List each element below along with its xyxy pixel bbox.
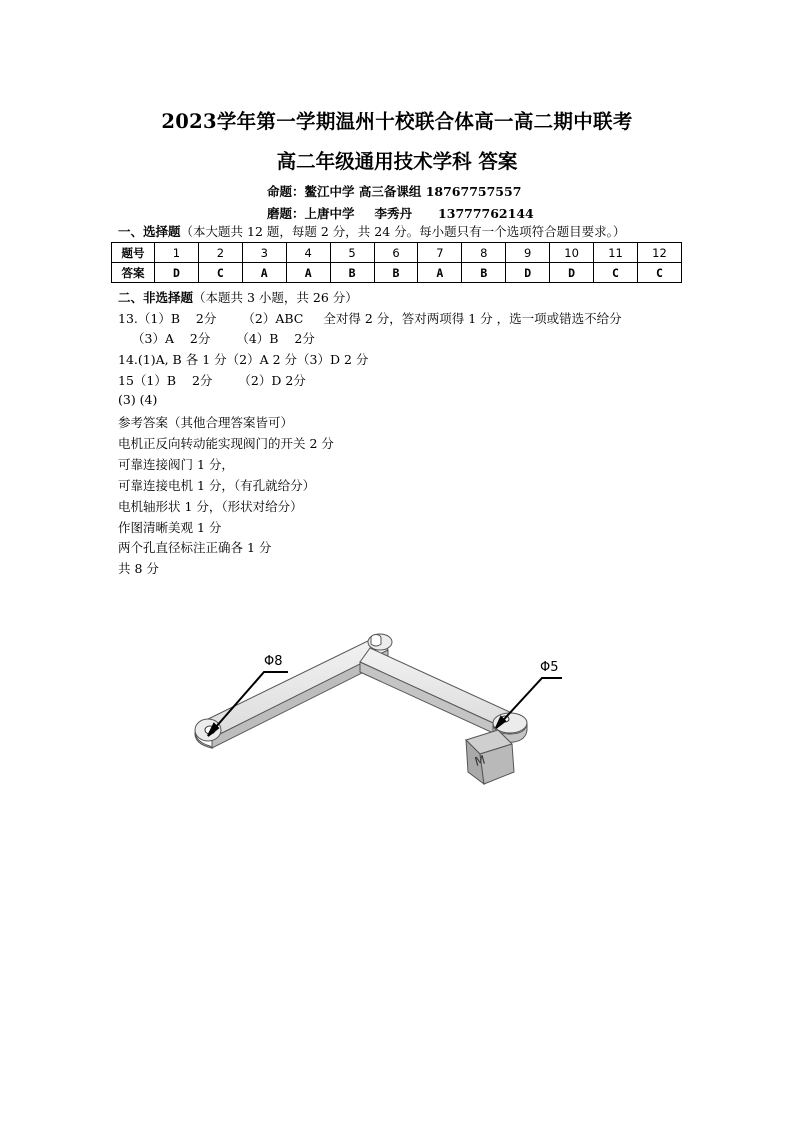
motor-label: M <box>473 752 487 769</box>
question-number: 3 <box>242 243 286 263</box>
answer-cell: C <box>594 263 638 283</box>
scoring-line: 可靠连接阀门 1 分， <box>118 457 234 472</box>
question-number: 9 <box>506 243 550 263</box>
dimension-phi8: Φ8 <box>264 654 283 669</box>
dimension-leader-phi5 <box>496 678 562 728</box>
q13-part2-scoring: 全对得 2 分，答对两项得 1 分 ，选一项或错选不给分 <box>323 311 622 326</box>
answer-table <box>111 242 682 283</box>
answer-cell: B <box>374 263 418 283</box>
answer-cell: A <box>242 263 286 283</box>
long-arm <box>195 634 392 748</box>
q13-line2 <box>132 329 315 347</box>
question-number: 2 <box>198 243 242 263</box>
question-number: 10 <box>550 243 594 263</box>
table-row-questions <box>112 243 682 263</box>
reviewer-line <box>267 204 542 222</box>
q13-part1: 13.（1）B 2分 <box>118 311 217 326</box>
section2-heading: 二、非选择题 <box>118 290 194 305</box>
section1-heading: 一、选择题 <box>118 224 181 239</box>
dimension-phi5: Φ5 <box>540 660 559 675</box>
answer-cell: C <box>637 263 681 283</box>
question-number: 8 <box>462 243 506 263</box>
answer-cell: C <box>198 263 242 283</box>
q15-part3-4: (3) (4) <box>118 392 158 407</box>
section2-note: （本题共 3 小题，共 26 分） <box>193 290 358 305</box>
answer-cell: B <box>330 263 374 283</box>
section1-heading-line <box>118 222 625 240</box>
joint-pin <box>371 635 381 647</box>
scoring-line: 电机轴形状 1 分，（形状对给分） <box>118 499 303 514</box>
question-number: 7 <box>418 243 462 263</box>
answer-cell: A <box>418 263 462 283</box>
question-number: 11 <box>594 243 638 263</box>
question-number: 5 <box>330 243 374 263</box>
exam-title: 2023学年第一学期温州十校联合体高一高二期中联考 <box>161 110 633 133</box>
q13-part4: （4）B 2分 <box>236 331 315 346</box>
scoring-line: 作图清晰美观 1 分 <box>118 520 222 535</box>
linkage-drawing <box>180 620 600 800</box>
proposer-label: 命题： <box>267 184 305 199</box>
section2-heading-line <box>118 288 358 306</box>
q15-part1: 15（1）B 2分 <box>118 373 213 388</box>
q14-line: 14.(1)A, B 各 1 分（2）A 2 分（3）D 2 分 <box>118 352 369 367</box>
proposer-value: 鳌江中学 高三备课组 18767757557 <box>304 184 522 199</box>
q15-part2: （2）D 2分 <box>238 373 306 388</box>
answer-cell: A <box>286 263 330 283</box>
q13-line1 <box>118 309 622 327</box>
question-number: 1 <box>155 243 199 263</box>
section1-note: （本大题共 12 题，每题 2 分，共 24 分。每小题只有一个选项符合题目要求。） <box>180 224 626 239</box>
answer-cell: D <box>550 263 594 283</box>
question-number: 12 <box>637 243 681 263</box>
scoring-line: 电机正反向转动能实现阀门的开关 2 分 <box>118 436 334 451</box>
reviewer-label: 磨题： <box>267 206 305 221</box>
q13-part2: （2）ABC <box>242 311 304 326</box>
total-score-line: 共 8 分 <box>118 561 159 576</box>
question-row-label: 题号 <box>112 243 155 263</box>
reference-answer-line: 参考答案（其他合理答案皆可） <box>118 415 294 430</box>
answer-row-label: 答案 <box>112 263 155 283</box>
answer-cell: D <box>506 263 550 283</box>
q15-line1 <box>118 371 306 389</box>
reviewer-school: 上唐中学 <box>304 206 355 221</box>
table-row-answers <box>112 263 682 283</box>
answer-cell: D <box>155 263 199 283</box>
scoring-line: 可靠连接电机 1 分，（有孔就给分） <box>118 478 316 493</box>
exam-subtitle: 高二年级通用技术学科 答案 <box>276 150 518 173</box>
scoring-line: 两个孔直径标注正确各 1 分 <box>118 540 272 555</box>
reviewer-name: 李秀丹 <box>374 206 413 221</box>
answer-cell: B <box>462 263 506 283</box>
reviewer-phone: 13777762144 <box>438 206 534 221</box>
q13-part3: （3）A 2分 <box>132 331 211 346</box>
question-number: 4 <box>286 243 330 263</box>
proposer-line <box>267 182 529 200</box>
short-arm <box>360 648 527 742</box>
question-number: 6 <box>374 243 418 263</box>
